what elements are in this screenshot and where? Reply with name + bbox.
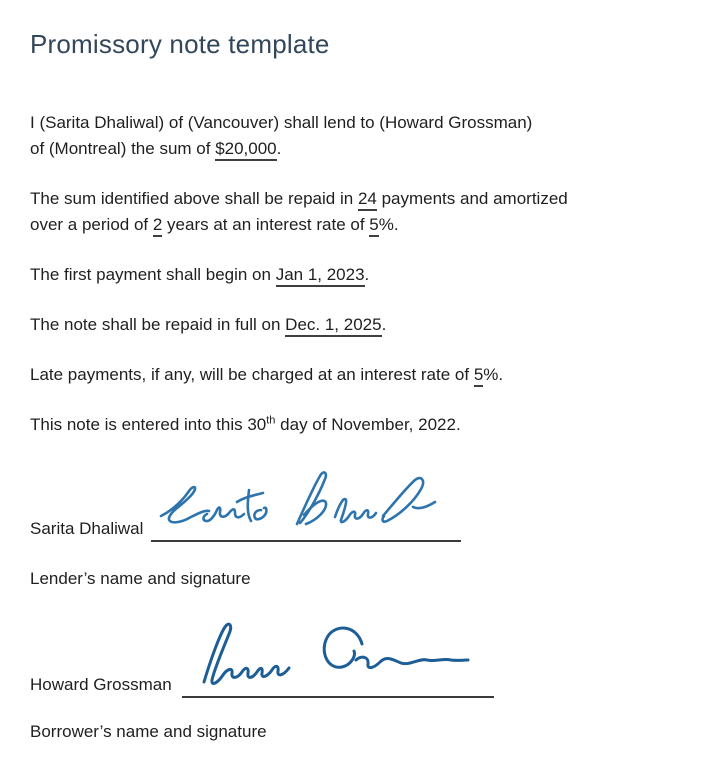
lender-name-label: Sarita Dhaliwal — [30, 519, 144, 538]
p4-suffix: . — [381, 315, 387, 334]
interest-rate-value: 5 — [369, 215, 378, 237]
p2-line1-suffix: payments and amortized — [376, 189, 568, 208]
p2-line1-prefix: The sum identified above shall be repaid in — [30, 189, 358, 208]
borrower-name-label: Howard Grossman — [30, 675, 172, 694]
lender-caption: Lender’s name and signature — [30, 569, 251, 588]
paragraph-loan-parties — [30, 110, 680, 162]
page-title: Promissory note template — [30, 29, 330, 59]
p3-prefix: The first payment shall begin on — [30, 265, 276, 284]
paragraph-late-payments — [30, 362, 680, 388]
borrower-signature-strokes — [204, 624, 468, 683]
p6-prefix: This note is entered into this 30 — [30, 415, 267, 434]
p1-line1: I (Sarita Dhaliwal) of (Vancouver) shall lend to (Howard Grossman) — [30, 113, 533, 132]
lender-signature-strokes — [161, 472, 435, 524]
first-payment-date-value: Jan 1, 2023 — [276, 265, 365, 287]
num-years-value: 2 — [153, 215, 162, 237]
p3-suffix: . — [364, 265, 370, 284]
p5-suffix: %. — [483, 365, 504, 384]
late-interest-rate-value: 5 — [474, 365, 483, 387]
paragraph-repaid-in-full — [30, 312, 680, 338]
p2-line2-suffix: %. — [378, 215, 399, 234]
loan-amount-value: $20,000 — [215, 139, 276, 161]
num-payments-value: 24 — [358, 189, 377, 211]
lender-signature-row — [30, 462, 690, 542]
p5-prefix: Late payments, if any, will be charged at an interest rate of — [30, 365, 474, 384]
paragraph-entered-date — [30, 412, 680, 438]
p2-line2-mid: years at an interest rate of — [162, 215, 370, 234]
borrower-caption: Borrower’s name and signature — [30, 722, 267, 741]
lender-signature-line — [151, 462, 461, 542]
p1-line2-suffix: . — [276, 139, 282, 158]
paragraph-first-payment — [30, 262, 680, 288]
lender-signature-ink — [157, 464, 449, 540]
p6-suffix: day of November, 2022. — [275, 415, 461, 434]
borrower-signature-row — [30, 618, 690, 698]
p4-prefix: The note shall be repaid in full on — [30, 315, 286, 334]
repaid-in-full-date-value: Dec. 1, 2025 — [285, 315, 381, 337]
paragraph-repayment-terms — [30, 186, 680, 238]
borrower-signature-line — [182, 618, 494, 698]
p2-line2-prefix: over a period of — [30, 215, 153, 234]
p1-line2-prefix: of (Montreal) the sum of — [30, 139, 216, 158]
borrower-signature-ink — [188, 616, 488, 696]
p6-ordinal-suffix: th — [266, 414, 276, 427]
